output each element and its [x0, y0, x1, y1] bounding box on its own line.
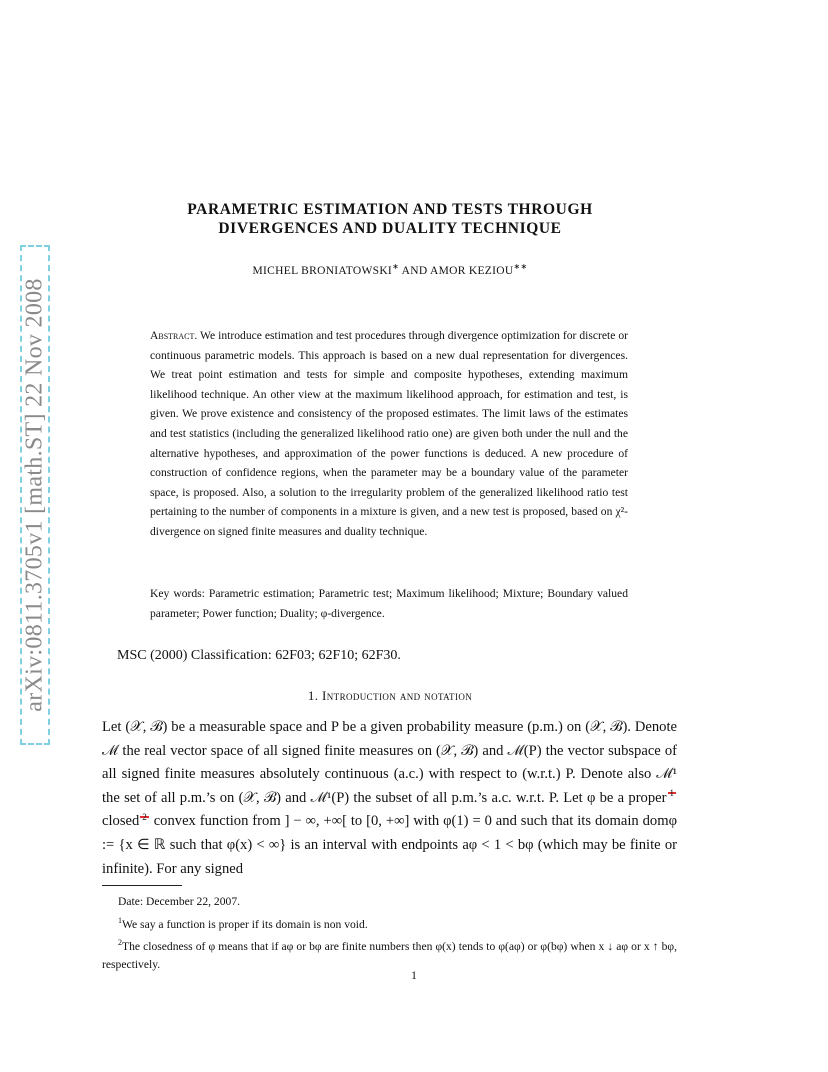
author-connector: AND	[399, 264, 430, 277]
footnote-1	[102, 912, 677, 934]
author-2: AMOR KEZIOU	[429, 264, 514, 277]
footnote-2	[102, 934, 677, 975]
footnote-link-2[interactable]: 2	[142, 811, 147, 822]
abstract-lead: Abstract.	[150, 329, 198, 342]
title-line-1: PARAMETRIC ESTIMATION AND TESTS THROUGH	[187, 201, 593, 218]
footnote-1-text: We say a function is proper if its domain is non void.	[122, 917, 368, 931]
authors	[100, 262, 680, 277]
footnotes	[102, 893, 677, 975]
body-paragraph	[102, 716, 677, 881]
footnote-link-1[interactable]: 1	[669, 787, 674, 798]
footnote-1-mark: 1	[118, 915, 122, 925]
title-line-2: DIVERGENCES AND DUALITY TECHNIQUE	[218, 220, 562, 237]
footnote-2-text: The closedness of φ means that if aφ or bφ are finite numbers then φ(x) tends to φ(aφ) or φ(bφ) when x ↓ aφ or x ↑ bφ, respectively.	[102, 939, 677, 972]
page-number: 1	[411, 970, 417, 982]
abstract	[150, 326, 628, 542]
footnote-rule	[102, 885, 182, 886]
arxiv-stamp-text: arXiv:0811.3705v1 [math.ST] 22 Nov 2008	[21, 278, 48, 712]
section-heading: 1. Introduction and notation	[307, 688, 473, 703]
abstract-text: We introduce estimation and test procedures through divergence optimization for discrete or continuous parametric models. This approach is based on a new dual representation for divergences. We treat point estimation and tests for simple and composite hypotheses, extending maximum likelihood technique. An other view at the maximum likelihood approach, for estimation and test, is given. We prove existence and consistency of the proposed estimates. The limit laws of the estimates and test statistics (including the generalized likelihood ratio one) are given both under the null and the alternative hypotheses, and approximation of the power functions is deduced. A new procedure of construction of confidence regions, when the parameter may be a boundary value of the parameter space, is proposed. Also, a solution to the irregularity problem of the generalized likelihood ratio test pertaining to the number of components in a mixture is given, and a new test is proposed, based on χ²-divergence on signed finite measures and duality technique.	[150, 329, 628, 538]
body-text-part-3: convex function from ] − ∞, +∞[ to [0, +∞] with φ(1) = 0 and such that its domain domφ := {x ∈ ℝ such that φ(x) < ∞} is an interval with endpoints aφ < 1 < bφ (which may be finite or infinite). For any signed	[102, 813, 677, 877]
keywords: Key words: Parametric estimation; Parametric test; Maximum likelihood; Mixture; Boundary valued parameter; Power function; Duality; φ-divergence.	[150, 587, 628, 620]
author-1-mark: ∗	[392, 262, 400, 271]
footnote-2-mark: 2	[118, 937, 122, 947]
body-text-part-2: closed	[102, 813, 140, 830]
footnote-date: Date: December 22, 2007.	[118, 895, 241, 908]
arxiv-stamp	[20, 245, 50, 745]
body-text-part-1: Let (𝒳, ℬ) be a measurable space and P be a given probability measure (p.m.) on (𝒳, ℬ). Denote ℳ the real vector space of all signed finite measures on (𝒳, ℬ) and ℳ(P) the vector subspace of all signed finite measures absolutely continuous (a.c.) with respect to (w.r.t.) P. Denote also ℳ¹ the set of all p.m.’s on (𝒳, ℬ) and ℳ¹(P) the subset of all p.m.’s a.c. w.r.t. P. Let φ be a proper	[102, 719, 677, 806]
msc-classification: MSC (2000) Classification: 62F03; 62F10; 62F30.	[117, 648, 401, 663]
author-1: MICHEL BRONIATOWSKI	[252, 264, 393, 277]
paper-title	[100, 200, 680, 238]
author-2-mark: ∗∗	[513, 262, 528, 271]
